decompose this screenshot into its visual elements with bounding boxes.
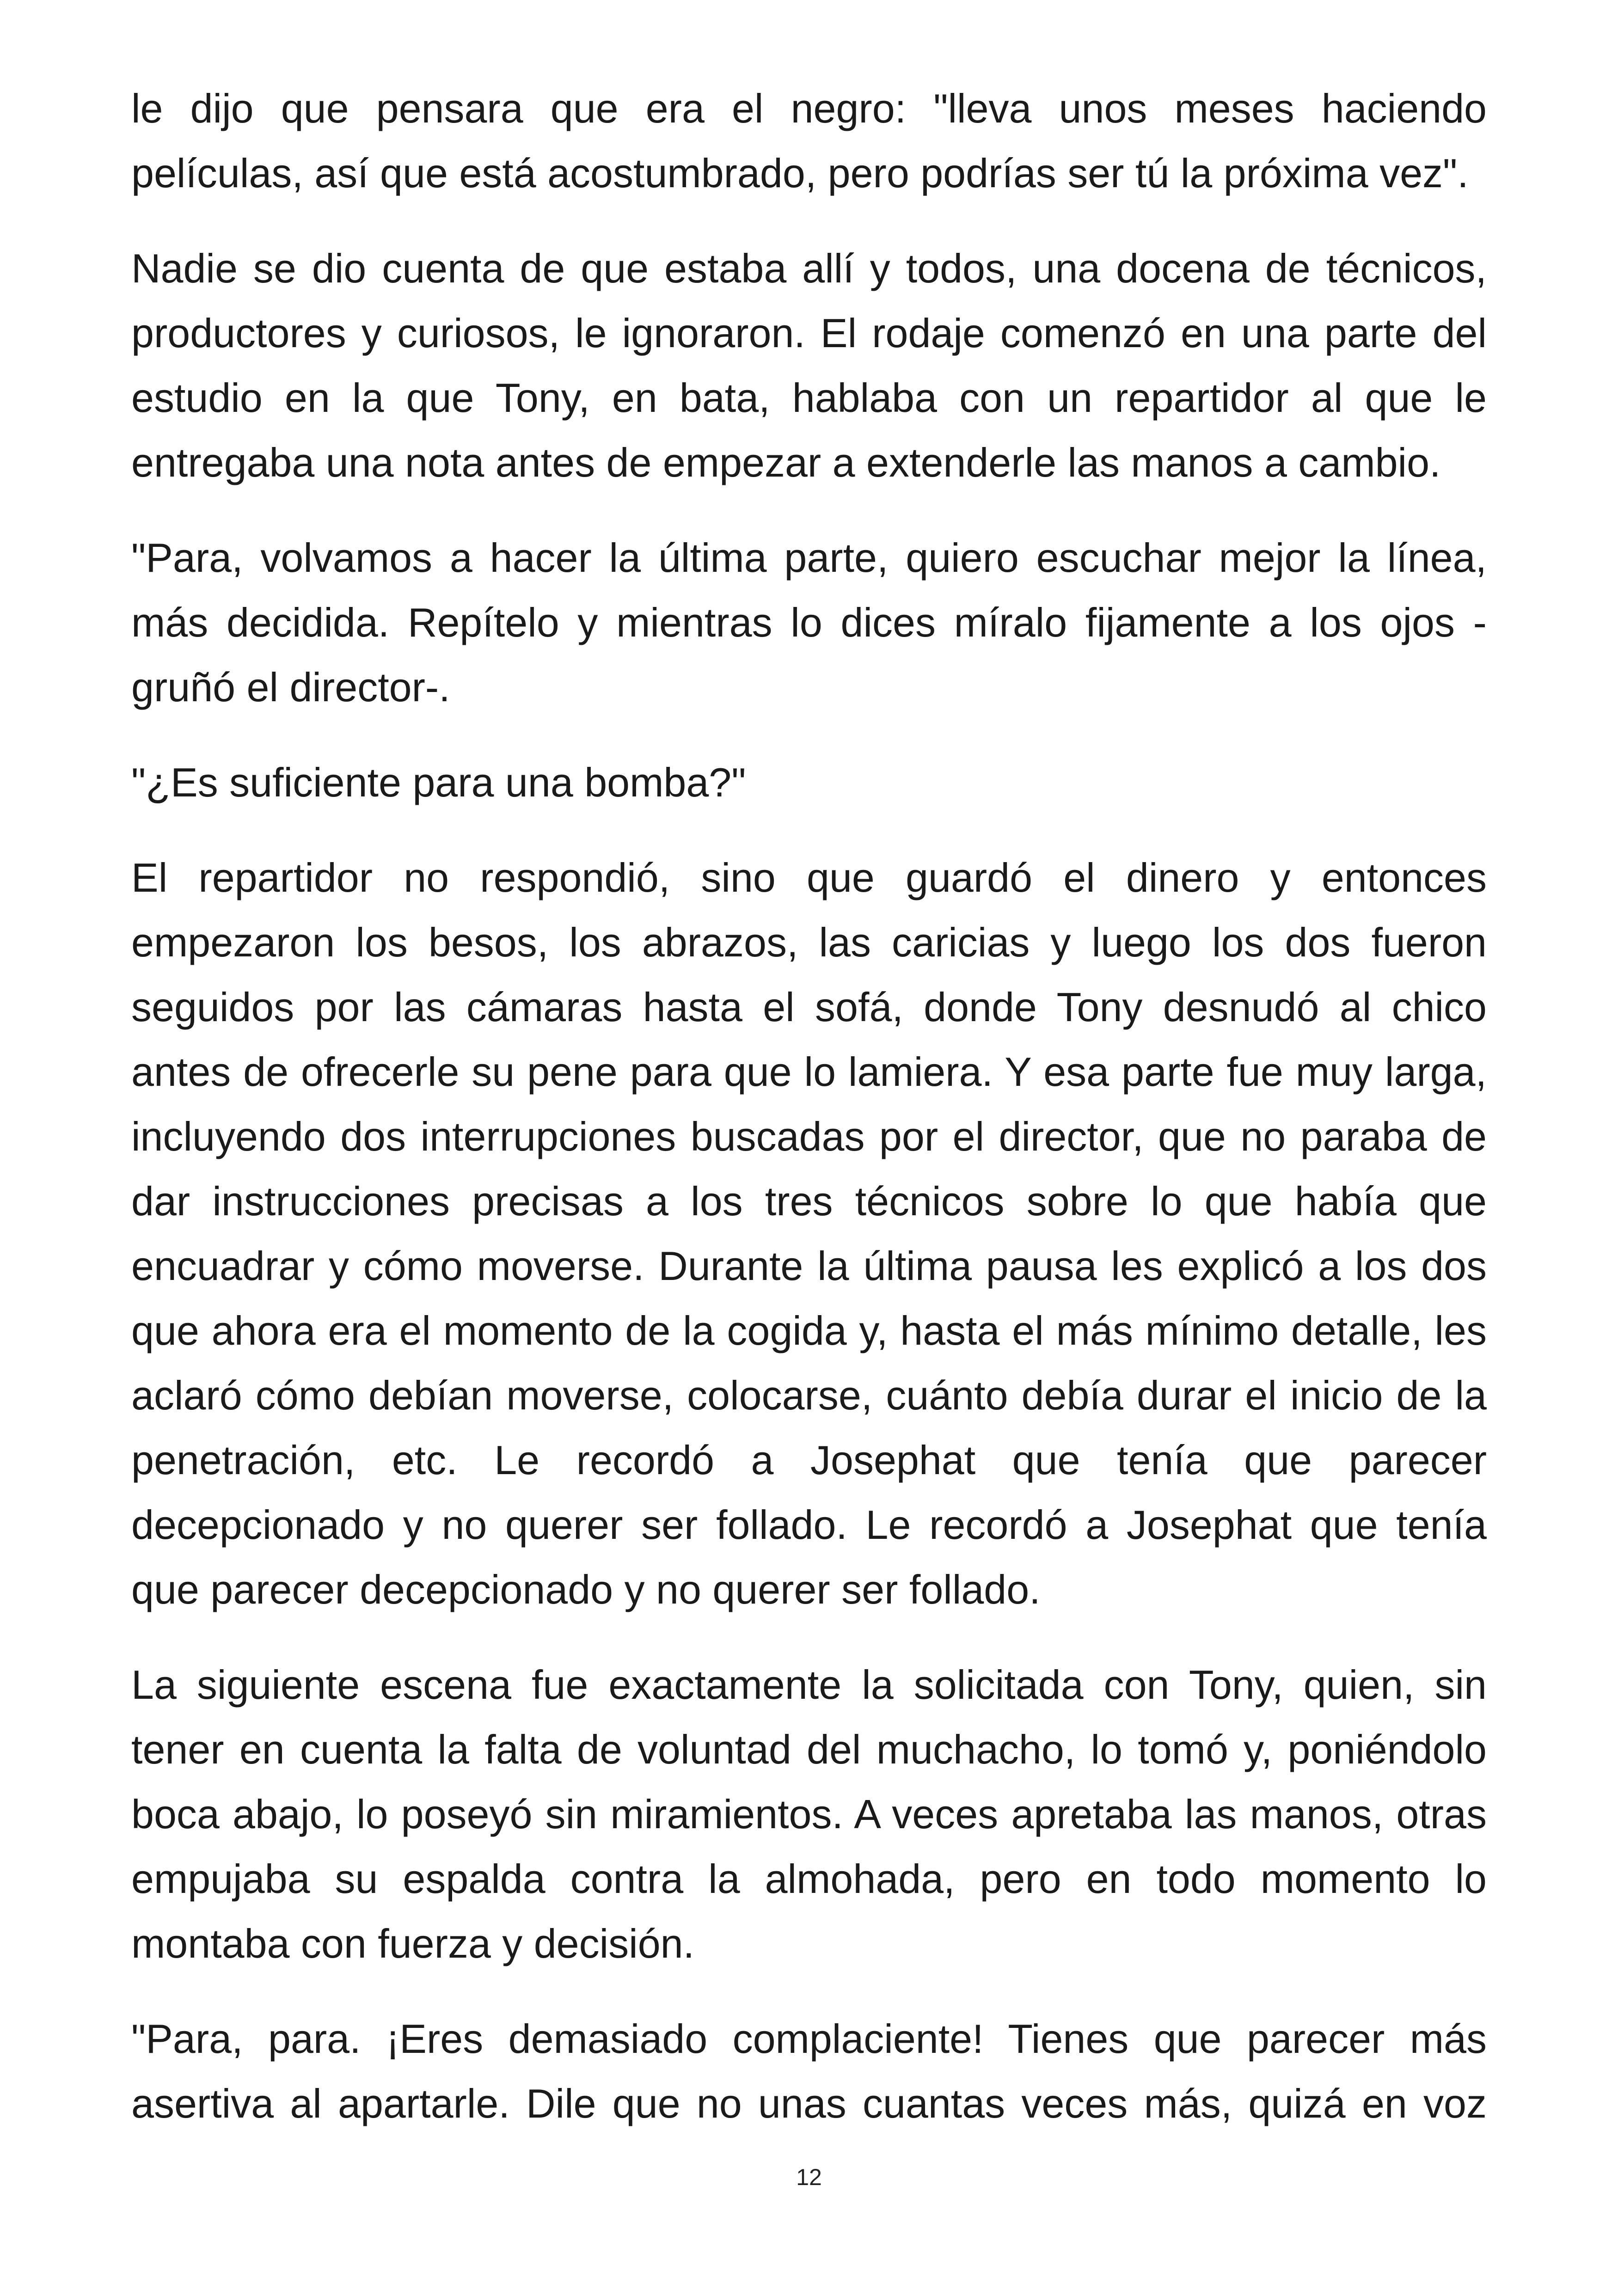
paragraph: "Para, volvamos a hacer la última parte, quiero escuchar mejor la línea, más decidida. Repítelo y mientras lo dices míralo fijamente a los ojos - gruñó el director-.: [131, 535, 1487, 710]
paragraph: "¿Es suficiente para una bomba?": [131, 759, 746, 805]
paragraph: La siguiente escena fue exactamente la solicitada con Tony, quien, sin tener en cuenta la falta de voluntad del muchacho, lo tomó y, poniéndolo boca abajo, lo poseyó sin miramientos. A veces apretaba las manos, otras empujaba su espalda contra la almohada, pero en todo momento lo montaba con fuerza y decisión.: [131, 1662, 1487, 1966]
paragraph: "Para, para. ¡Eres demasiado complaciente! Tienes que parecer más asertiva al apartarle. Dile que no unas cuantas veces más, quizá en voz: [131, 2016, 1487, 2126]
paragraph: le dijo que pensara que era el negro: "lleva unos meses haciendo películas, así que está acostumbrado, pero podrías ser tú la próxima vez".: [131, 86, 1487, 196]
page-number: 12: [796, 2164, 822, 2190]
paragraph: Nadie se dio cuenta de que estaba allí y todos, una docena de técnicos, productores y curiosos, le ignoraron. El rodaje comenzó en una parte del estudio en la que Tony, en bata, hablaba con un repartidor al que le entregaba una nota antes de empezar a extenderle las manos a cambio.: [131, 245, 1487, 485]
body-text: [131, 76, 1487, 2136]
paragraph: El repartidor no respondió, sino que guardó el dinero y entonces empezaron los besos, los abrazos, las caricias y luego los dos fueron seguidos por las cámaras hasta el sofá, donde Tony desnudó al chico antes de ofrecerle su pene para que lo lamiera. Y esa parte fue muy larga, incluyendo dos interrupciones buscadas por el director, que no paraba de dar instrucciones precisas a los tres técnicos sobre lo que había que encuadrar y cómo moverse. Durante la última pausa les explicó a los dos que ahora era el momento de la cogida y, hasta el más mínimo detalle, les aclaró cómo debían moverse, colocarse, cuánto debía durar el inicio de la penetración, etc. Le recordó a Josephat que tenía que parecer decepcionado y no querer ser follado. Le recordó a Josephat que tenía que parecer decepcionado y no querer ser follado.: [131, 855, 1487, 1612]
